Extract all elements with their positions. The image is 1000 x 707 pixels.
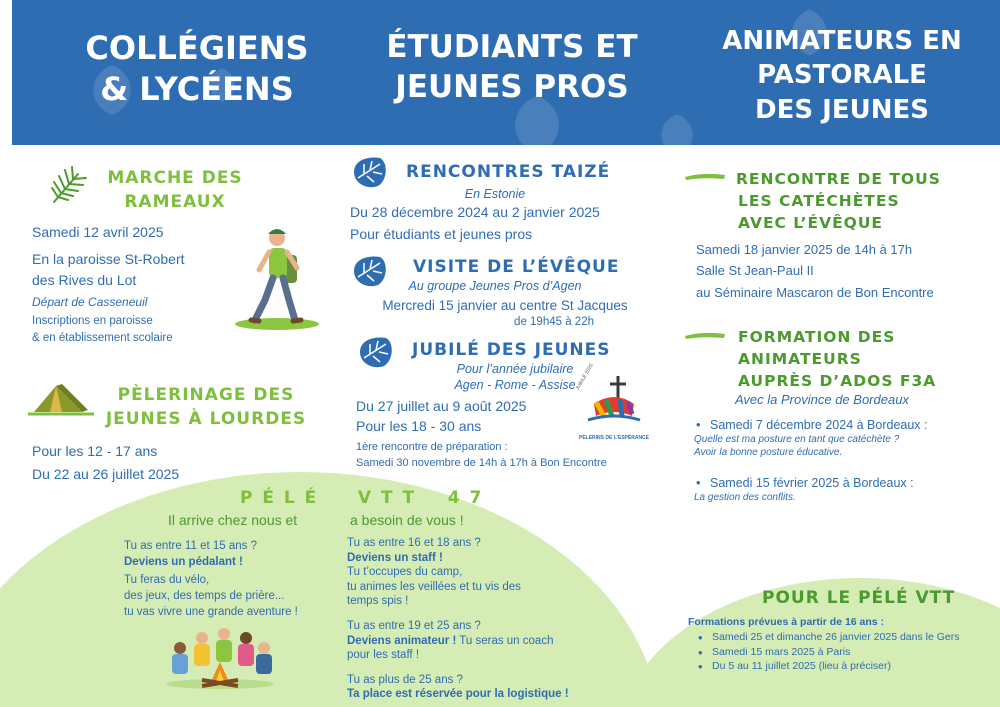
marche-place: En la paroisse St-Robert <box>32 251 185 267</box>
vtt-title: P É L É V T T 4 7 <box>240 488 484 508</box>
pourvtt-label: Formations prévues à partir de 16 ans : <box>688 616 885 628</box>
vtt-left-block: Tu as entre 11 et 15 ans ? Deviens un pédalant ! Tu feras du vélo, des jeux, des temps de prière... tu vas vivre une grande aventure ! <box>124 540 298 619</box>
visite-group: Au groupe Jeunes Pros d’Agen <box>408 279 582 293</box>
monstera-leaf-icon <box>356 334 396 370</box>
vtt-tagline-b: a besoin de vous ! <box>350 512 464 528</box>
visite-when: Mercredi 15 janvier au centre St Jacques <box>382 297 628 313</box>
catechetes-details <box>696 239 986 303</box>
jubile-ages: Pour les 18 - 30 ans <box>356 418 482 435</box>
marche-place-2: des Rives du Lot <box>32 272 137 288</box>
catechetes-room: Salle St Jean-Paul II <box>696 263 814 279</box>
marche-date: Samedi 12 avril 2025 <box>32 224 164 240</box>
jubile-sub: Pour l’année jubilaire Agen - Rome - Assise <box>454 362 576 392</box>
taize-dates: Du 28 décembre 2024 au 2 janvier 2025 <box>350 203 600 220</box>
green-brush-stroke-icon <box>683 170 727 182</box>
taize-details <box>345 186 665 244</box>
formation-sub: Avec la Province de Bordeaux <box>735 392 909 407</box>
list-item: • Samedi 15 février 2025 à Bordeaux : La gestion des conflits. <box>694 476 994 503</box>
marche-depart: Départ de Casseneuil <box>32 295 148 309</box>
lourdes-ages: Pour les 12 - 17 ans <box>32 443 158 459</box>
jubilee-logo-text: PÈLERINS DE L’ESPÉRANCE <box>578 435 649 441</box>
jubile-title: JUBILÉ DES JEUNES <box>412 340 611 360</box>
vtt-right-block: Tu as entre 16 et 18 ans ? Deviens un staff ! Tu t’occupes du camp, tu animes les veillées et tu vis des temps spis ! Tu as entre 19 et 25 ans ? Deviens animateur ! Tu seras un coach pour les staff ! Tu as plus de 25 ans ? Ta place est réservée pour la logistique ! <box>347 537 569 701</box>
green-brush-stroke-icon <box>683 329 727 341</box>
taize-title: RENCONTRES TAIZÉ <box>406 162 611 182</box>
jubilee-cross-icon <box>574 372 654 432</box>
header-col-animateurs: ANIMATEURS EN PASTORALE DES JEUNES <box>722 26 962 125</box>
header-band <box>12 0 1000 145</box>
visite-hours: de 19h45 à 22h <box>514 315 594 328</box>
taize-where: En Estonie <box>464 187 526 201</box>
marche-inscriptions: Inscriptions en paroisse <box>32 315 153 327</box>
taize-audience: Pour étudiants et jeunes pros <box>350 225 533 242</box>
monstera-leaf-icon <box>350 154 390 190</box>
visite-title: VISITE DE L’ÉVÊQUE <box>413 257 620 277</box>
header-col-college: COLLÉGIENS & LYCÉENS <box>85 29 309 108</box>
visite-details <box>340 279 670 329</box>
tent-icon <box>26 378 96 418</box>
list-item: • Samedi 25 et dimanche 26 janvier 2025 dans le Gers <box>696 630 996 645</box>
marche-inscriptions-2: & en établissement scolaire <box>32 332 173 345</box>
jubile-prep-label: 1ère rencontre de préparation : <box>356 440 508 453</box>
jubile-prep: Samedi 30 novembre de 14h à 17h à Bon Encontre <box>356 456 607 469</box>
vtt-tagline-a: Il arrive chez nous et <box>168 512 298 528</box>
catechetes-title: RENCONTRE DE TOUS LES CATÉCHÈTES AVEC L’ÉVÊQUE <box>736 170 941 232</box>
list-item: • Samedi 15 mars 2025 à Paris <box>696 645 996 660</box>
marche-title: MARCHE DES RAMEAUX <box>107 168 243 213</box>
pourvtt-list <box>696 630 996 674</box>
catechetes-place: au Séminaire Mascaron de Bon Encontre <box>696 284 934 300</box>
jubilee-logo <box>574 362 654 444</box>
marche-details <box>32 222 252 348</box>
jubilee-logo-top: JUBILÉ 2025 <box>574 362 595 392</box>
lourdes-title: PÈLERINAGE DES JEUNES À LOURDES <box>105 385 307 430</box>
list-item: • Du 5 au 11 juillet 2025 (lieu à préciser) <box>696 659 996 674</box>
lourdes-details <box>32 440 272 486</box>
palm-leaf-icon <box>48 164 92 208</box>
header-col-etudiants: ÉTUDIANTS ET JEUNES PROS <box>386 29 638 105</box>
pourvtt-title: POUR LE PÉLÉ VTT <box>762 588 956 608</box>
formation-list <box>694 418 994 503</box>
jubile-dates: Du 27 juillet au 9 août 2025 <box>356 398 527 414</box>
hiker-illustration <box>225 220 325 340</box>
campfire-group-illustration <box>160 614 280 690</box>
list-item: • Samedi 7 décembre 2024 à Bordeaux : Quelle est ma posture en tant que catéchète ? Avoir la bonne posture éducative. <box>694 418 994 458</box>
formation-title: FORMATION DES ANIMATEURS AUPRÈS D’ADOS F3A <box>738 328 937 390</box>
lourdes-dates: Du 22 au 26 juillet 2025 <box>32 466 180 483</box>
catechetes-date: Samedi 18 janvier 2025 de 14h à 17h <box>696 242 913 257</box>
